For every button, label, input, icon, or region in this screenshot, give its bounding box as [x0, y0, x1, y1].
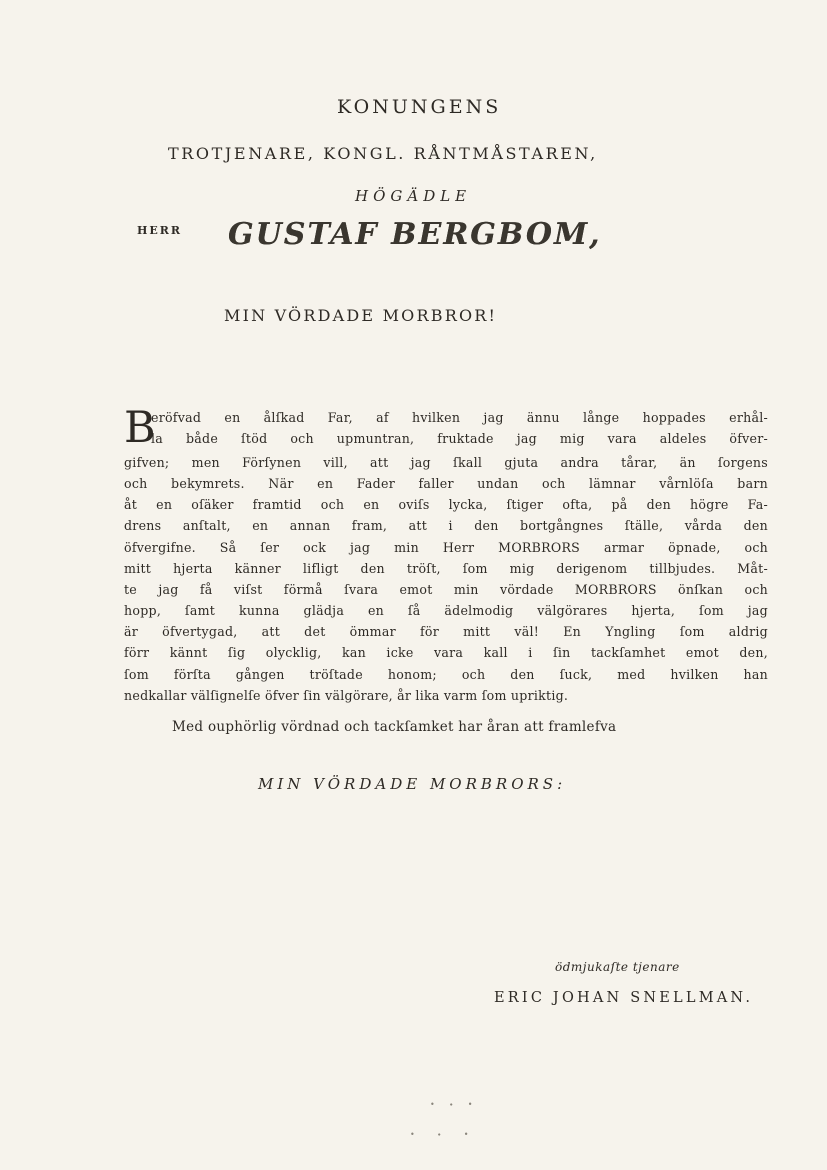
- paragraph-line: förr kännt ſig olycklig, kan icke vara kall i ſin tackſamhet emot den,: [124, 645, 768, 661]
- paragraph-line: te jag få viſst förmå ſvara emot min vördade MORBRORS önſkan och: [124, 581, 768, 597]
- drop-cap: B: [124, 403, 156, 453]
- paragraph-line: åt en oſäker framtid och en oviſs lycka, ſtiger ofta, på den högre Fa-: [124, 497, 768, 513]
- paragraph-body: [124, 452, 768, 706]
- paragraph-line: mitt hjerta känner lifligt den tröſt, ſom mig derigenom tillbjudes. Måt-: [124, 560, 768, 576]
- recipient-name: GUSTAF BERGBOM,: [228, 217, 602, 252]
- signer-name: ERIC JOHAN SNELLMAN.: [494, 990, 754, 1006]
- title-hogadle: HÖGÄDLE: [355, 187, 472, 205]
- ornament-dots-bottom: • ∙ •: [410, 1130, 479, 1139]
- herr-label: HERR: [137, 224, 183, 237]
- paragraph-line: är öfvertygad, att det ömmar för mitt väl! En Yngling ſom aldrig: [124, 624, 768, 640]
- paragraph-line: gifven; men Förſynen vill, att jag ſkall gjuta andra tårar, än ſorgens: [124, 455, 768, 470]
- ornament-dots-top: • ∙ •: [430, 1100, 479, 1109]
- paragraph-line: öfvergifne. Så ſer ock jag min Herr MORBRORS armar öpnade, och: [124, 539, 768, 555]
- paragraph-line: hopp, ſamt kunna glädja en ſå ädelmodig välgörares hjerta, ſom jag: [124, 603, 768, 619]
- paragraph-line: och bekymrets. När en Fader faller undan och lämnar vårnlöſa barn: [124, 476, 768, 492]
- paragraph-line: nedkallar välſignelſe öfver ſin välgörare, år lika varm ſom upriktig.: [124, 687, 569, 703]
- paragraph-line: drens anſtalt, en annan fram, att i den bortgångnes ſtälle, vårda den: [124, 518, 768, 534]
- title-trotjenare: TROTJENARE, KONGL. RÅNTMÅSTAREN,: [168, 144, 598, 163]
- closing-line: Med ouphörlig vördnad och tackſamket har åran att framlefva: [172, 719, 617, 735]
- paragraph-line: ſom förſta gången tröſtade honom; och den ſuck, med hvilken han: [124, 666, 768, 682]
- paragraph-line-1: eröfvad en ålſkad Far, af hvilken jag ännu långe hoppades erhål-: [151, 410, 768, 425]
- closing-addressee: MIN VÖRDADE MORBRORS:: [258, 775, 567, 793]
- title-konungens: KONUNGENS: [337, 96, 502, 118]
- servant-line: ödmjukaſte tjenare: [555, 960, 680, 974]
- salutation: MIN VÖRDADE MORBROR!: [224, 306, 498, 325]
- paragraph-line-2: la både ſtöd och upmuntran, fruktade jag mig vara aldeles öfver-: [151, 431, 768, 446]
